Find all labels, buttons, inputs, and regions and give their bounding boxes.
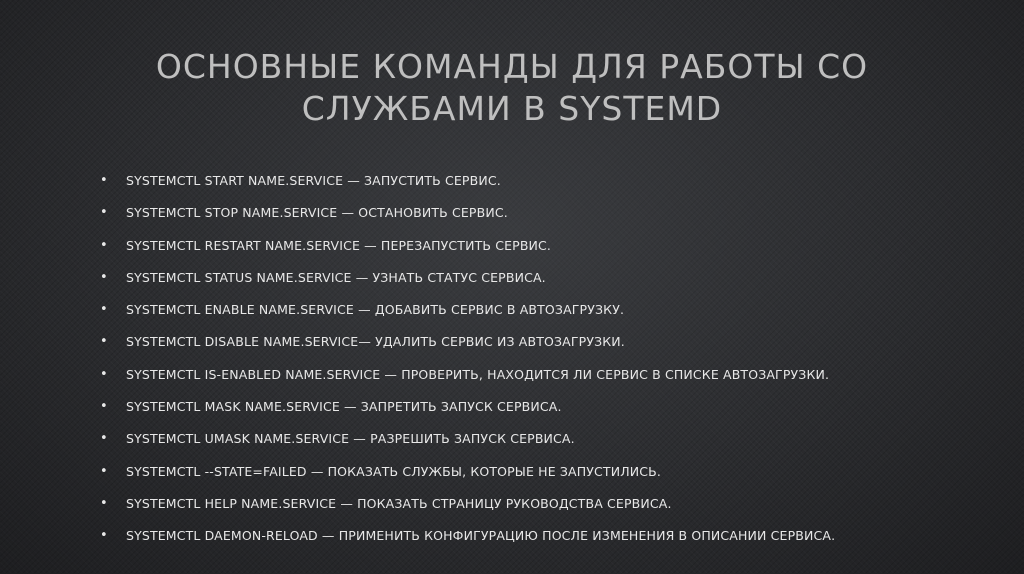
list-item-text: SYSTEMCTL ENABLE NAME.SERVICE — ДОБАВИТЬ СЕРВИС В АВТОЗАГРУЗКУ.	[126, 302, 625, 318]
bullet-icon: •	[100, 366, 108, 382]
list-item-text: SYSTEMCTL RESTART NAME.SERVICE — ПЕРЕЗАПУСТИТЬ СЕРВИС.	[126, 237, 552, 253]
list-item-text: SYSTEMCTL --STATE=FAILED — ПОКАЗАТЬ СЛУЖБЫ, КОТОРЫЕ НЕ ЗАПУСТИЛИСЬ.	[126, 463, 661, 479]
list-item-text: SYSTEMCTL DAEMON-RELOAD — ПРИМЕНИТЬ КОНФИГУРАЦИЮ ПОСЛЕ ИЗМЕНЕНИЯ В ОПИСАНИИ СЕРВИСА.	[126, 528, 836, 544]
bullet-icon: •	[100, 431, 108, 447]
slide-title	[60, 46, 964, 130]
bullet-icon: •	[100, 495, 108, 511]
list-item-text: SYSTEMCTL STATUS NAME.SERVICE — УЗНАТЬ СТАТУС СЕРВИСА.	[126, 269, 546, 285]
bullet-icon: •	[100, 528, 108, 544]
slide-title-line-2: СЛУЖБАМИ В SYSTEMD	[301, 89, 723, 128]
bullet-icon: •	[100, 173, 108, 188]
list-item-text: SYSTEMCTL IS-ENABLED NAME.SERVICE — ПРОВЕРИТЬ, НАХОДИТСЯ ЛИ СЕРВИС В СПИСКЕ АВТОЗАГРУЗКИ.	[126, 366, 830, 382]
slide-title-line-1: ОСНОВНЫЕ КОМАНДЫ ДЛЯ РАБОТЫ СО	[155, 47, 869, 86]
bullet-icon: •	[100, 334, 108, 350]
bullet-icon: •	[100, 237, 108, 253]
bullet-icon: •	[100, 463, 108, 479]
list-item-text: SYSTEMCTL UMASK NAME.SERVICE — РАЗРЕШИТЬ ЗАПУСК СЕРВИСА.	[126, 431, 575, 447]
list-item-text: SYSTEMCTL STOP NAME.SERVICE — ОСТАНОВИТЬ СЕРВИС.	[126, 205, 508, 221]
bullet-icon: •	[100, 269, 108, 285]
bullet-icon: •	[100, 205, 108, 221]
list-item-text: SYSTEMCTL HELP NAME.SERVICE — ПОКАЗАТЬ СТРАНИЦУ РУКОВОДСТВА СЕРВИСА.	[126, 495, 672, 511]
bullet-icon: •	[100, 302, 108, 318]
list-item-text: SYSTEMCTL DISABLE NAME.SERVICE— УДАЛИТЬ СЕРВИС ИЗ АВТОЗАГРУЗКИ.	[126, 334, 625, 350]
list-item-text: SYSTEMCTL MASK NAME.SERVICE — ЗАПРЕТИТЬ ЗАПУСК СЕРВИСА.	[126, 399, 562, 415]
list-item-text: SYSTEMCTL START NAME.SERVICE — ЗАПУСТИТЬ СЕРВИС.	[126, 173, 501, 188]
bullet-icon: •	[100, 399, 108, 415]
